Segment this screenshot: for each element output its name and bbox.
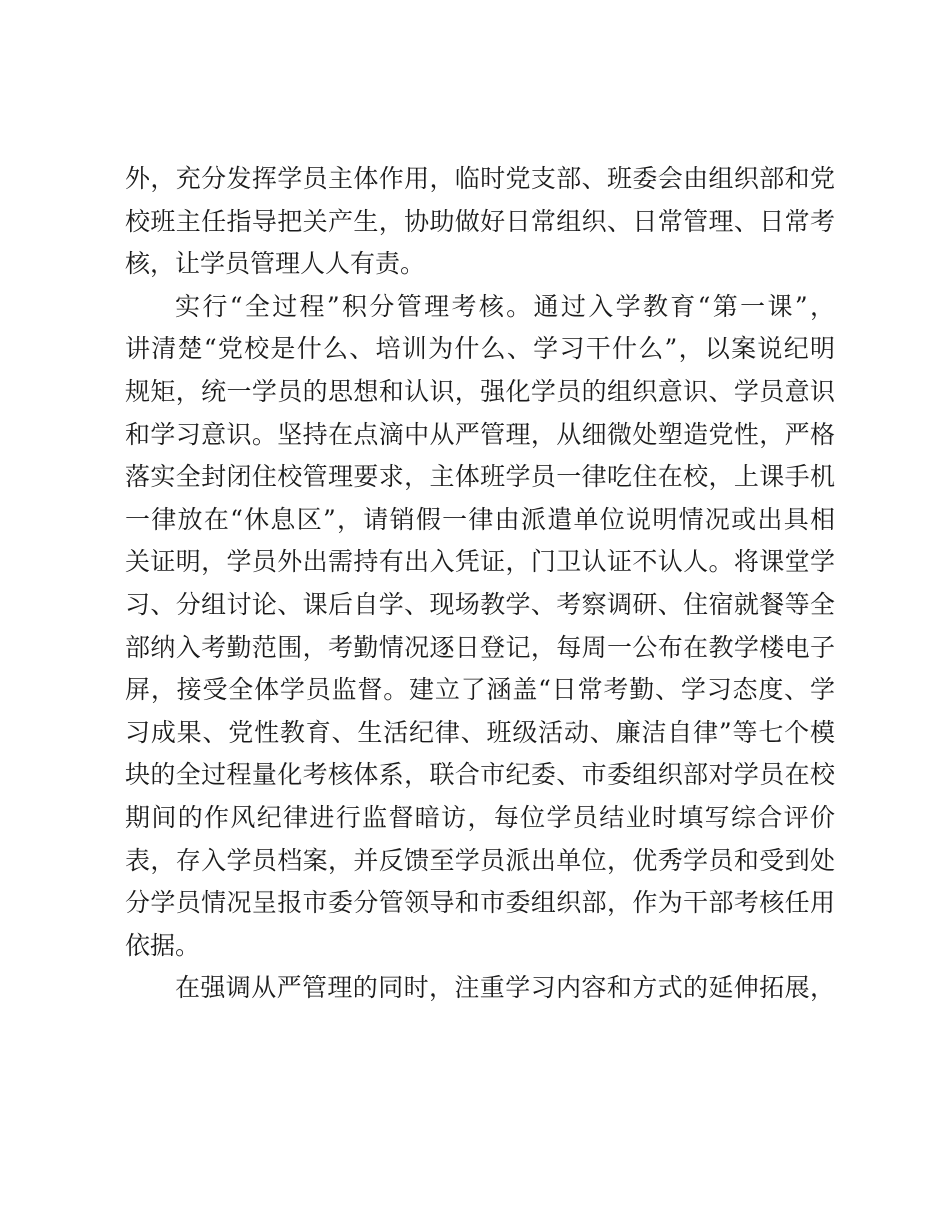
- text-line: 校班主任指导把关产生，协助做好日常组织、日常管理、日常考: [125, 206, 835, 236]
- paragraph-start-line: 在强调从严管理的同时，注重学习内容和方式的延伸拓展，: [175, 973, 835, 1003]
- text-line: 核，让学员管理人人有责。: [125, 249, 426, 279]
- text-line: 表，存入学员档案，并反馈至学员派出单位，优秀学员和受到处: [125, 845, 835, 875]
- document-body: [125, 158, 835, 1010]
- text-line: 关证明，学员外出需持有出入凭证，门卫认证不认人。将课堂学: [125, 547, 835, 577]
- text-line: 习、分组讨论、课后自学、现场教学、考察调研、住宿就餐等全: [125, 589, 835, 619]
- text-line: 规矩，统一学员的思想和认识，强化学员的组织意识、学员意识: [125, 376, 835, 406]
- text-line: 块的全过程量化考核体系，联合市纪委、市委组织部对学员在校: [125, 760, 835, 790]
- text-line: 习成果、党性教育、生活纪律、班级活动、廉洁自律”等七个模: [125, 717, 835, 747]
- text-line: 期间的作风纪律进行监督暗访，每位学员结业时填写综合评价: [125, 802, 835, 832]
- paragraph-start-line: 实行“全过程”积分管理考核。通过入学教育“第一课”，: [175, 291, 835, 321]
- text-line: 分学员情况呈报市委分管领导和市委组织部，作为干部考核任用: [125, 888, 835, 918]
- text-line: 和学习意识。坚持在点滴中从严管理，从细微处塑造党性，严格: [125, 419, 835, 449]
- text-line: 落实全封闭住校管理要求，主体班学员一律吃住在校，上课手机: [125, 462, 835, 492]
- text-line: 讲清楚“党校是什么、培训为什么、学习干什么”，以案说纪明: [125, 334, 835, 364]
- text-line: 依据。: [125, 930, 201, 960]
- text-line: 一律放在“休息区”，请销假一律由派遣单位说明情况或出具相: [125, 504, 835, 534]
- text-line: 外，充分发挥学员主体作用，临时党支部、班委会由组织部和党: [125, 164, 835, 193]
- text-line: 屏，接受全体学员监督。建立了涵盖“日常考勤、学习态度、学: [125, 675, 835, 705]
- text-line: 部纳入考勤范围，考勤情况逐日登记，每周一公布在教学楼电子: [125, 632, 835, 662]
